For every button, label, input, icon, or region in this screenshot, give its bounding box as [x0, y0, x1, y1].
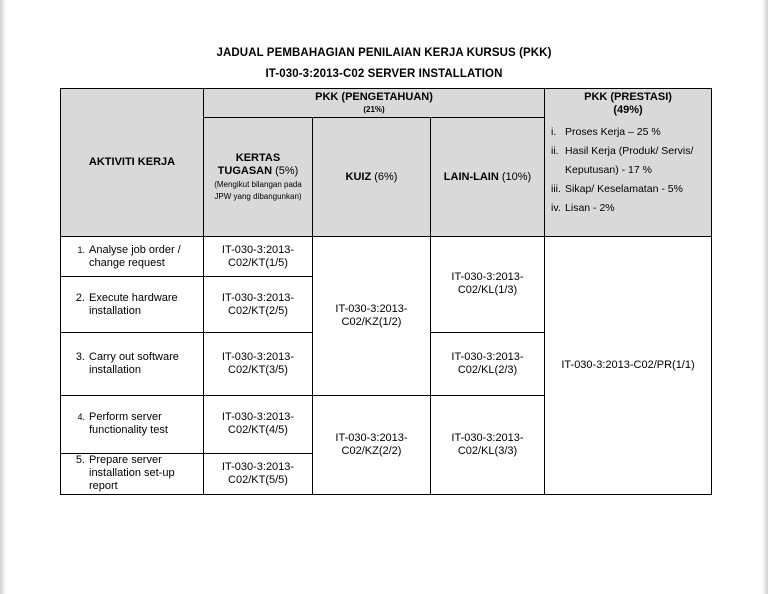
page-edge-right — [762, 0, 768, 594]
document-title: JADUAL PEMBAHAGIAN PENILAIAN KERJA KURSUS (PKK) — [216, 47, 552, 59]
lain-lain-cell: IT-030-3:2013-C02/KL(3/3) — [431, 395, 545, 494]
lain-lain-cell: IT-030-3:2013-C02/KL(1/3) — [431, 237, 545, 332]
prestasi-cell: IT-030-3:2013-C02/PR(1/1) — [545, 237, 712, 495]
activity-row-1: 1. Analyse job order / change request — [61, 237, 204, 277]
page-edge-left — [0, 0, 6, 594]
prestasi-item: ii. Hasil Kerja (Produk/ Servis/ Keputusan) - 17 % — [551, 145, 694, 176]
kertas-tugasan-cell: IT-030-3:2013-C02/KT(4/5) — [204, 395, 313, 453]
activity-row-2: 2. Execute hardware installation — [61, 277, 204, 332]
header-kertas-tugasan: KERTAS TUGASAN (5%) (Mengikut bilangan pada JPW yang dibangunkan) — [204, 118, 313, 237]
header-pkk-pengetahuan: PKK (PENGETAHUAN) (21%) — [204, 89, 545, 118]
lain-lain-cell: IT-030-3:2013-C02/KL(2/3) — [431, 332, 545, 395]
assessment-table — [60, 88, 712, 495]
kertas-tugasan-cell: IT-030-3:2013-C02/KT(3/5) — [204, 332, 313, 395]
prestasi-item: iii. Sikap/ Keselamatan - 5% — [551, 183, 683, 195]
kuiz-cell: IT-030-3:2013-C02/KZ(1/2) — [313, 237, 431, 395]
header-pkk-prestasi: PKK (PRESTASI) (49%) i. Proses Kerja – 25 % ii. Hasil Kerja (Produk/ Servis/ Keputusan) - 17 % iii. Sikap/ Keselamatan - 5% iv. Lisan - 2% — [545, 89, 712, 237]
activity-row-3: 3. Carry out software installation — [61, 332, 204, 395]
kuiz-cell: IT-030-3:2013-C02/KZ(2/2) — [313, 395, 431, 494]
kertas-tugasan-cell: IT-030-3:2013-C02/KT(1/5) — [204, 237, 313, 277]
prestasi-breakdown-list — [545, 117, 711, 218]
activity-row-4: 4. Perform server functionality test — [61, 395, 204, 453]
prestasi-item: iv. Lisan - 2% — [551, 202, 615, 214]
kertas-tugasan-cell: IT-030-3:2013-C02/KT(5/5) — [204, 453, 313, 494]
header-aktiviti-kerja: AKTIVITI KERJA — [61, 89, 204, 237]
header-kuiz: KUIZ (6%) — [313, 118, 431, 237]
document-subtitle: IT-030-3:2013-C02 SERVER INSTALLATION — [265, 68, 503, 80]
kertas-tugasan-cell: IT-030-3:2013-C02/KT(2/5) — [204, 277, 313, 332]
prestasi-item: i. Proses Kerja – 25 % — [551, 126, 661, 138]
header-lain-lain: LAIN-LAIN (10%) — [431, 118, 545, 237]
activity-row-5: 5. Prepare server installation set-up report — [61, 453, 204, 494]
